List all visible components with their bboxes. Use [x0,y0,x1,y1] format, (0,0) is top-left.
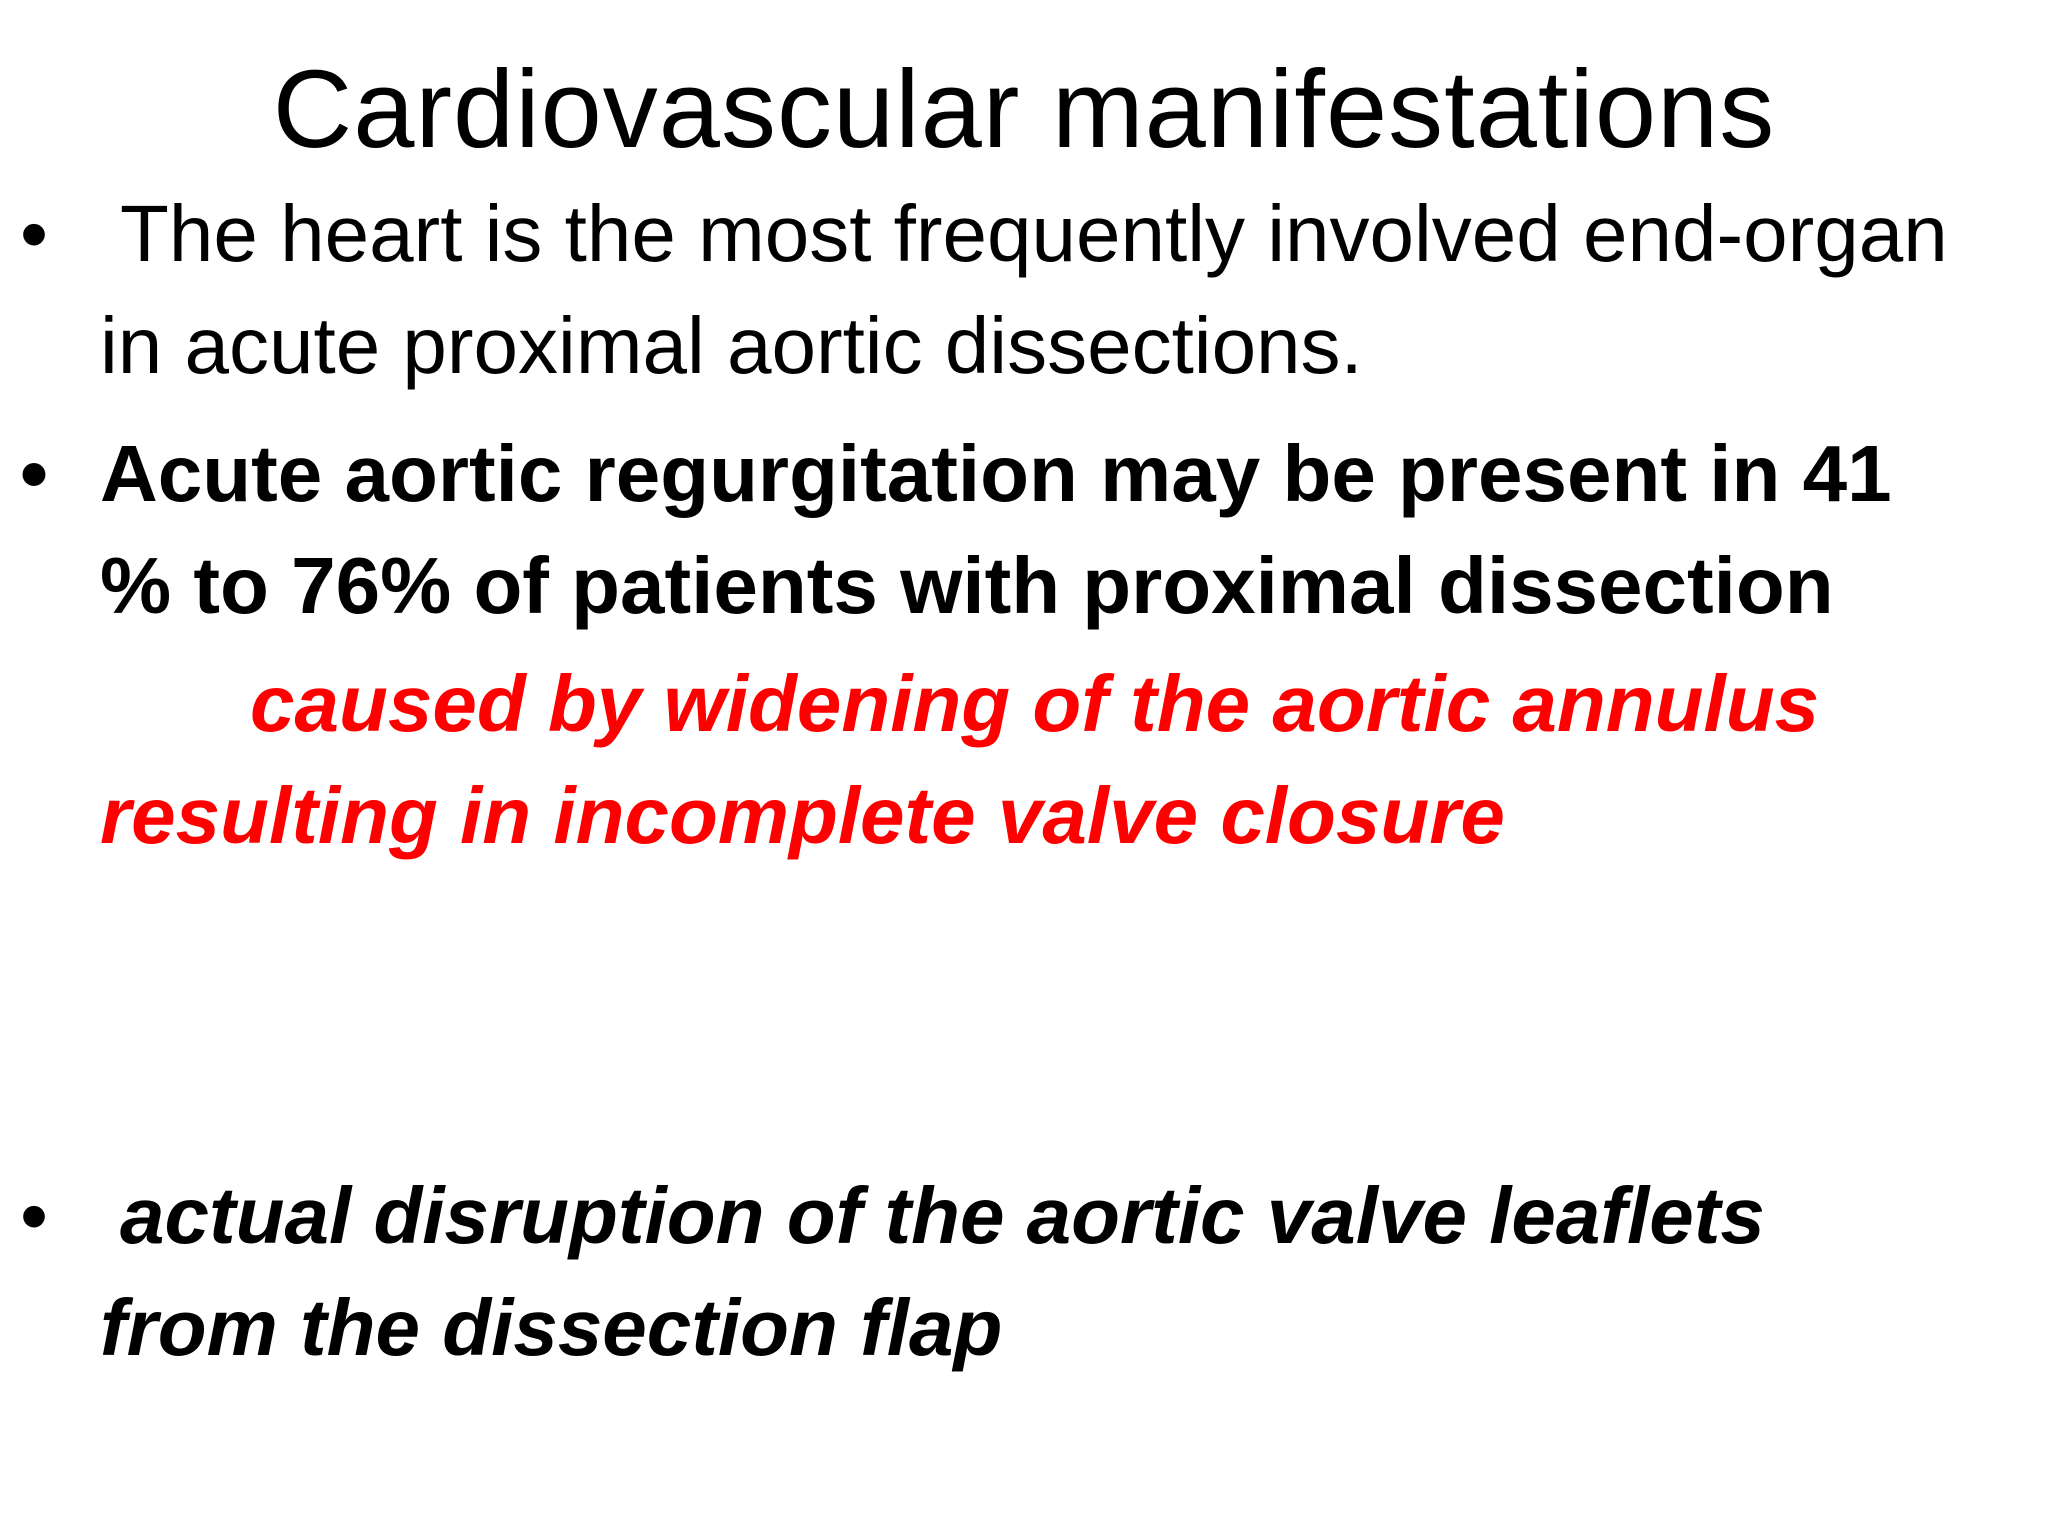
slide-title: Cardiovascular manifestations [272,48,1776,171]
bullet-dot-icon: • [20,189,49,278]
bullet-text: actual disruption of the aortic valve leaflets from the dissection flap [100,1171,1765,1372]
bullet-dot-icon: • [20,429,49,518]
bullet-dot-icon: • [20,1171,49,1260]
bullet-text: Acute aortic regurgitation may be present in 41 % to 76% of patients with proximal dissection [100,429,1892,630]
highlight-cause-text: caused by widening of the aortic annulus resulting in incomplete valve closure [100,659,1820,860]
bullet-text: The heart is the most frequently involved end-organ in acute proximal aortic dissections. [100,189,1948,390]
